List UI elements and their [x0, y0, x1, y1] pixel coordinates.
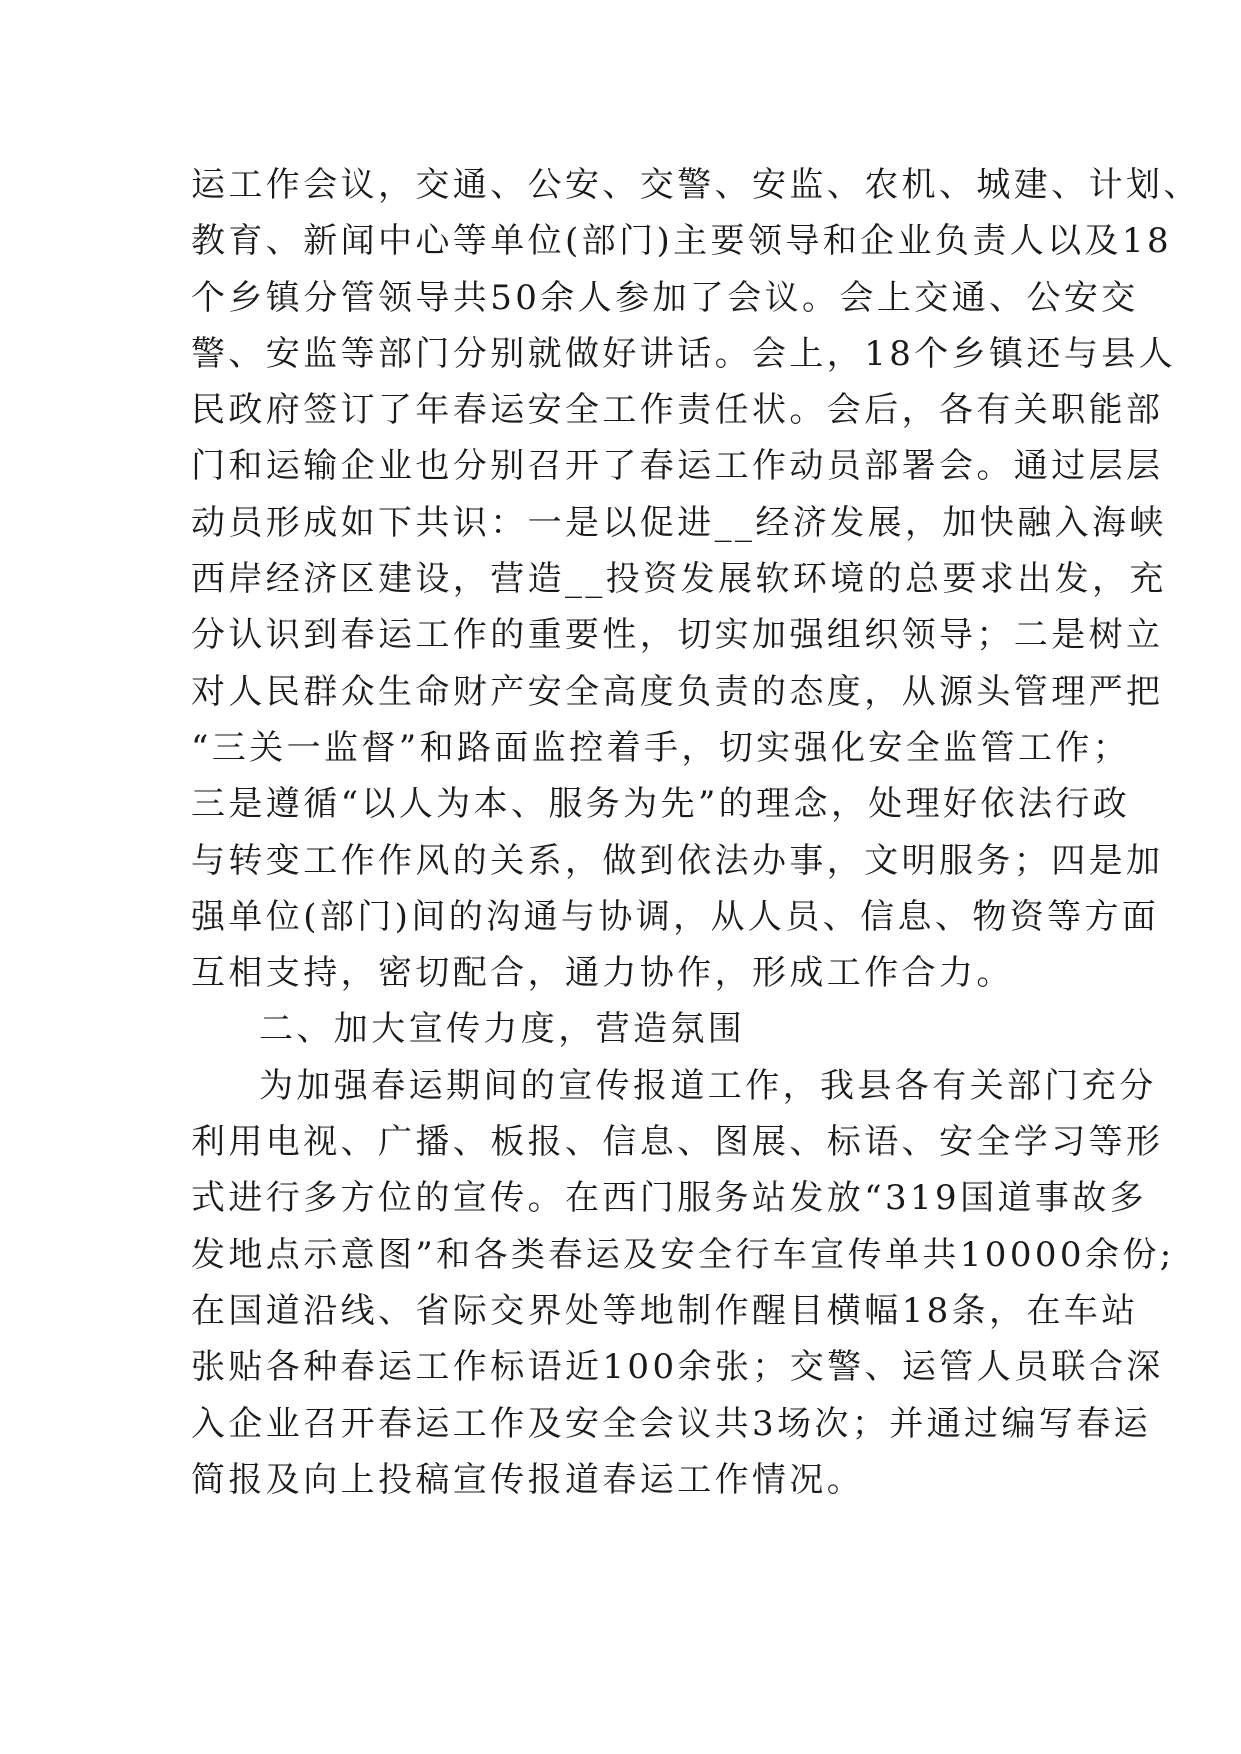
text-line: 张贴各种春运工作标语近100余张；交警、运管人员联合深: [191, 1347, 1164, 1388]
text-line: 式进行多方位的宣传。在西门服务站发放“319国道事故多: [191, 1178, 1148, 1219]
text-line: 互相支持，密切配合，通力协作，形成工作合力。: [191, 953, 1014, 994]
text-line: 强单位(部门)间的沟通与协调，从人员、信息、物资等方面: [191, 896, 1160, 937]
text-line: 警、安监等部门分别就做好讲话。会上，18个乡镇还与县人: [191, 333, 1177, 374]
text-line: 入企业召开春运工作及安全会议共3场次；并通过编写春运: [191, 1403, 1152, 1444]
text-line: 为加强春运期间的宣传报道工作，我县各有关部门充分: [259, 1065, 1157, 1106]
text-line: 西岸经济区建设，营造__投资发展软环境的总要求出发，充: [191, 559, 1167, 600]
text-line: 分认识到春运工作的重要性，切实加强组织领导；二是树立: [191, 615, 1164, 656]
text-line: 教育、新闻中心等单位(部门)主要领导和企业负责人以及18: [191, 221, 1172, 262]
text-line: 利用电视、广播、板报、信息、图展、标语、安全学习等形: [191, 1122, 1164, 1163]
text-line: 对人民群众生命财产安全高度负责的态度，从源头管理严把: [191, 671, 1164, 712]
text-line: 在国道沿线、省际交界处等地制作醒目横幅18条，在车站: [191, 1290, 1139, 1331]
section-heading: 二、加大宣传力度，营造氛围: [259, 1009, 746, 1050]
text-line: 个乡镇分管领导共50余人参加了会议。会上交通、公安交: [191, 277, 1139, 318]
text-line: 与转变工作作风的关系，做到依法办事，文明服务；四是加: [191, 840, 1164, 881]
text-line: 门和运输企业也分别召开了春运工作动员部署会。通过层层: [191, 446, 1164, 487]
text-line: 运工作会议，交通、公安、交警、安监、农机、城建、计划、: [191, 165, 1201, 205]
text-line: 动员形成如下共识：一是以促进__经济发展，加快融入海峡: [191, 502, 1167, 543]
text-line: 发地点示意图”和各类春运及安全行车宣传单共10000余份;: [191, 1234, 1175, 1275]
text-line: 简报及向上投稿宣传报道春运工作情况。: [191, 1459, 865, 1500]
text-line: 民政府签订了年春运安全工作责任状。会后，各有关职能部: [191, 390, 1164, 431]
document-body: [191, 157, 1201, 1508]
text-line: “三关一监督”和路面监控着手，切实强化安全监管工作；: [191, 727, 1131, 768]
text-line: 三是遵循“以人为本、服务为先”的理念，处理好依法行政: [191, 784, 1131, 825]
